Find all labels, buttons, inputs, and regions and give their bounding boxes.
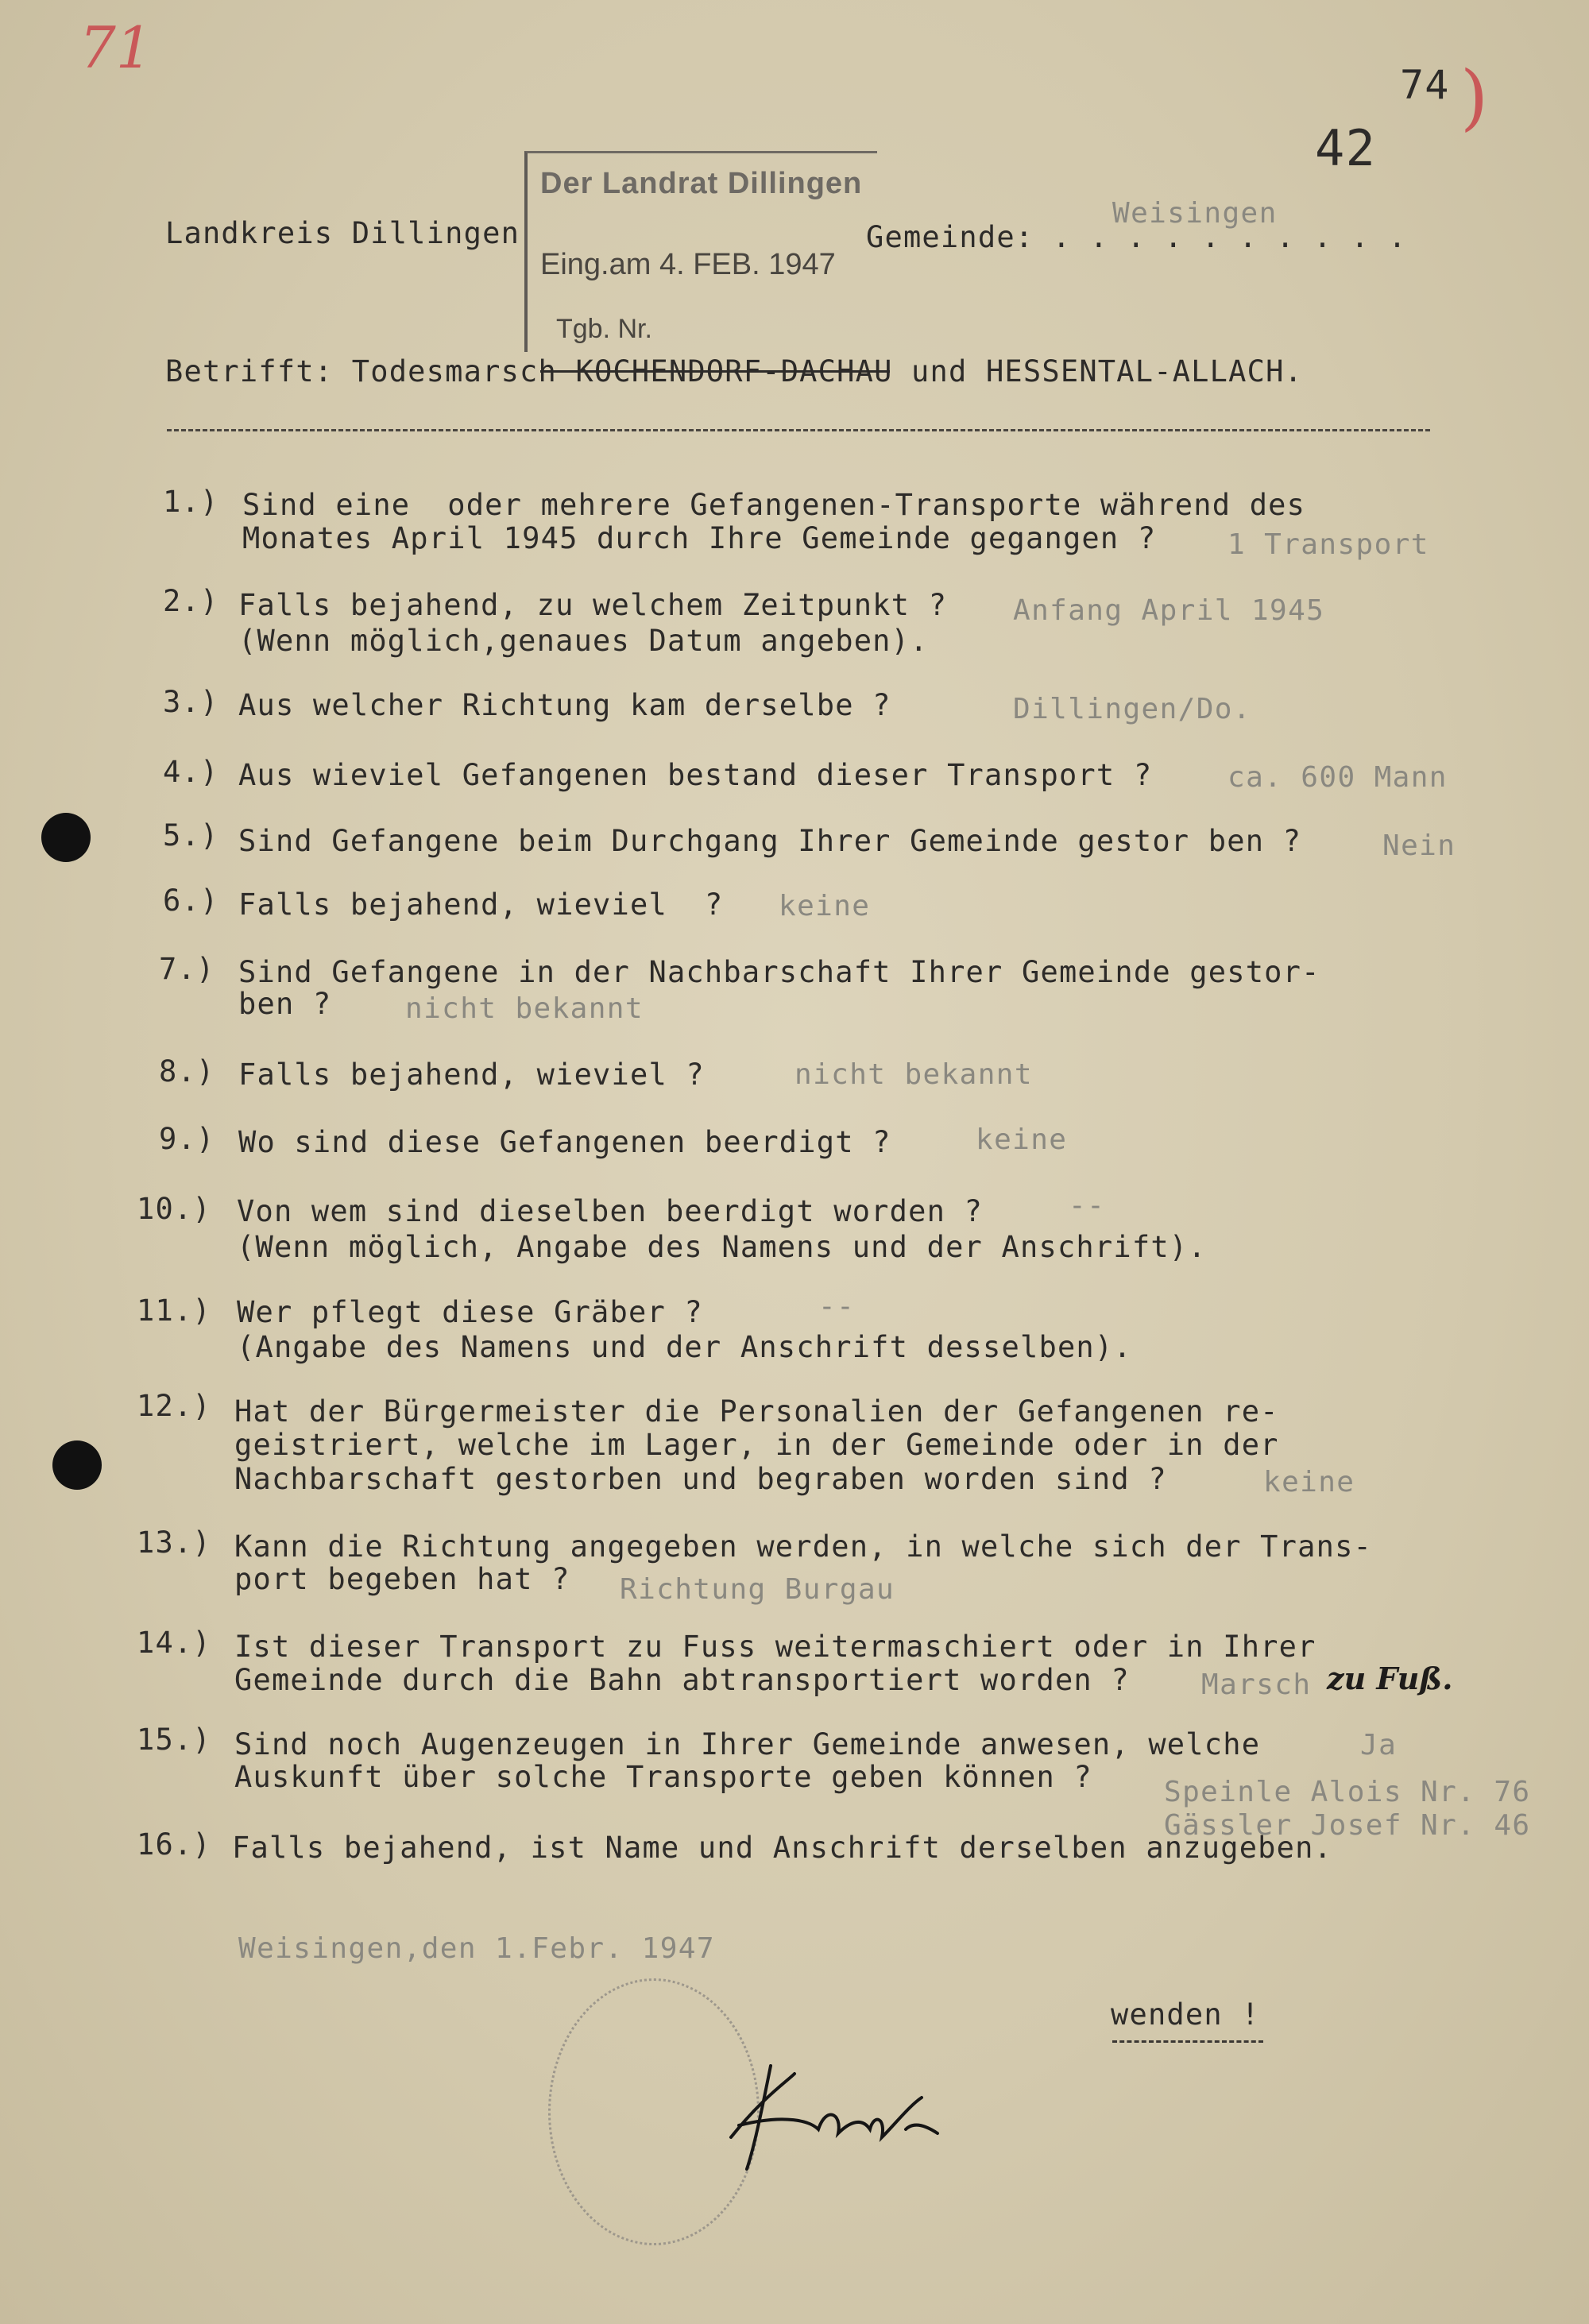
punch-hole xyxy=(41,813,91,862)
wenden-underline xyxy=(1112,2040,1263,2043)
corner-number: 71 xyxy=(79,14,153,81)
q15-text-line: Auskunft über solche Transporte geben können ? xyxy=(234,1760,1092,1794)
place-date: Weisingen,den 1.Febr. 1947 xyxy=(238,1932,715,1965)
q14-text-line: Gemeinde durch die Bahn abtransportiert worden ? xyxy=(234,1663,1130,1697)
q14-number: 14.) xyxy=(137,1626,211,1660)
q15-answer: Ja xyxy=(1360,1729,1398,1761)
q12-number: 12.) xyxy=(137,1389,211,1423)
q2-text-line: Falls bejahend, zu welchem Zeitpunkt ? xyxy=(238,588,948,622)
q13-number: 13.) xyxy=(137,1525,211,1560)
q16-text: Falls bejahend, ist Name und Anschrift derselben anzugeben. xyxy=(232,1831,1333,1865)
top-number: 74 xyxy=(1400,62,1450,108)
q9-number: 9.) xyxy=(159,1122,215,1156)
q12-text-line: Nachbarschaft gestorben und begraben worden sind ? xyxy=(234,1462,1167,1496)
q5-number: 5.) xyxy=(163,818,219,853)
stamp-authority: Der Landrat Dillingen xyxy=(540,167,863,200)
q5-text: Sind Gefangene beim Durchgang Ihrer Gemeinde gestor ben ? xyxy=(238,824,1302,858)
q1-text-line: Sind eine oder mehrere Gefangenen-Transporte während des xyxy=(242,488,1306,522)
q13-text-line: port begeben hat ? xyxy=(234,1562,570,1596)
q11-number: 11.) xyxy=(137,1293,211,1328)
q7-number: 7.) xyxy=(159,952,215,986)
q11-text-line: (Angabe des Namens und der Anschrift desselben). xyxy=(237,1330,1132,1364)
q10-text-line: Von wem sind dieselben beerdigt worden ? xyxy=(237,1194,984,1228)
q14-answer: Marsch xyxy=(1201,1669,1312,1701)
punch-hole xyxy=(52,1440,102,1490)
subject-strikethrough xyxy=(540,370,890,373)
q4-number: 4.) xyxy=(163,755,219,789)
q15-text-line: Sind noch Augenzeugen in Ihrer Gemeinde anwesen, welche xyxy=(234,1727,1261,1761)
q11-text-line: Wer pflegt diese Gräber ? xyxy=(237,1295,703,1329)
q4-text: Aus wieviel Gefangenen bestand dieser Transport ? xyxy=(238,758,1153,792)
q10-text-line: (Wenn möglich, Angabe des Namens und der Anschrift). xyxy=(237,1230,1207,1264)
q14-text-line: Ist dieser Transport zu Fuss weitermaschiert oder in Ihrer xyxy=(234,1630,1316,1664)
q16-number: 16.) xyxy=(137,1827,211,1862)
q10-answer: -- xyxy=(1069,1189,1106,1222)
q2-answer: Anfang April 1945 xyxy=(1013,594,1325,627)
landkreis: Landkreis Dillingen xyxy=(165,216,520,250)
q9-text: Wo sind diese Gefangenen beerdigt ? xyxy=(238,1125,891,1159)
q15-number: 15.) xyxy=(137,1723,211,1757)
q10-number: 10.) xyxy=(137,1192,211,1226)
q8-number: 8.) xyxy=(159,1054,215,1089)
q16-witness: Gässler Josef Nr. 46 xyxy=(1164,1809,1531,1842)
q3-number: 3.) xyxy=(163,685,219,719)
q7-answer: nicht bekannt xyxy=(405,992,644,1025)
q16-witness: Speinle Alois Nr. 76 xyxy=(1164,1776,1531,1808)
q12-answer: keine xyxy=(1263,1466,1355,1498)
q1-text-line: Monates April 1945 durch Ihre Gemeinde gegangen ? xyxy=(242,521,1157,555)
subject-line: Betrifft: Todesmarsch KOCHENDORF-DACHAU und HESSENTAL-ALLACH. xyxy=(165,354,1304,389)
q12-text-line: Hat der Bürgermeister die Personalien der Gefangenen re- xyxy=(234,1394,1279,1429)
gemeinde-value: Weisingen xyxy=(1112,197,1278,230)
gemeinde-label: Gemeinde: . . . . . . . . . . xyxy=(866,220,1407,254)
q1-number: 1.) xyxy=(163,485,219,519)
q1-answer: 1 Transport xyxy=(1228,528,1429,561)
q7-text-line: Sind Gefangene in der Nachbarschaft Ihrer Gemeinde gestor- xyxy=(238,955,1320,989)
red-bracket: ) xyxy=(1460,56,1489,139)
mayor-signature xyxy=(715,2050,953,2185)
q11-answer: -- xyxy=(818,1290,856,1323)
q8-answer: nicht bekannt xyxy=(794,1058,1033,1091)
q6-number: 6.) xyxy=(163,884,219,918)
q9-answer: keine xyxy=(976,1123,1068,1156)
q13-text-line: Kann die Richtung angegeben werden, in welche sich der Trans- xyxy=(234,1529,1373,1564)
q14-handwritten-answer: zu Fuß. xyxy=(1327,1661,1453,1696)
q3-text: Aus welcher Richtung kam derselbe ? xyxy=(238,688,891,722)
q4-answer: ca. 600 Mann xyxy=(1228,761,1448,794)
stamp-received-date: Eing.am 4. FEB. 1947 xyxy=(540,248,836,281)
q7-text-line: ben ? xyxy=(238,987,332,1021)
q2-number: 2.) xyxy=(163,584,219,618)
q6-text: Falls bejahend, wieviel ? xyxy=(238,887,724,922)
q2-text-line: (Wenn möglich,genaues Datum angeben). xyxy=(238,624,929,658)
q3-answer: Dillingen/Do. xyxy=(1013,693,1251,725)
q8-text: Falls bejahend, wieviel ? xyxy=(238,1058,705,1092)
q6-answer: keine xyxy=(779,890,871,922)
page-number: 42 xyxy=(1315,119,1377,177)
stamp-tgb: Tgb. Nr. xyxy=(556,314,652,344)
q12-text-line: geistriert, welche im Lager, in der Gemeinde oder in der xyxy=(234,1428,1279,1462)
wenden-note: wenden ! xyxy=(1111,1997,1260,2032)
q5-answer: Nein xyxy=(1382,829,1456,862)
q13-answer: Richtung Burgau xyxy=(620,1573,895,1606)
separator-line xyxy=(167,429,1430,431)
